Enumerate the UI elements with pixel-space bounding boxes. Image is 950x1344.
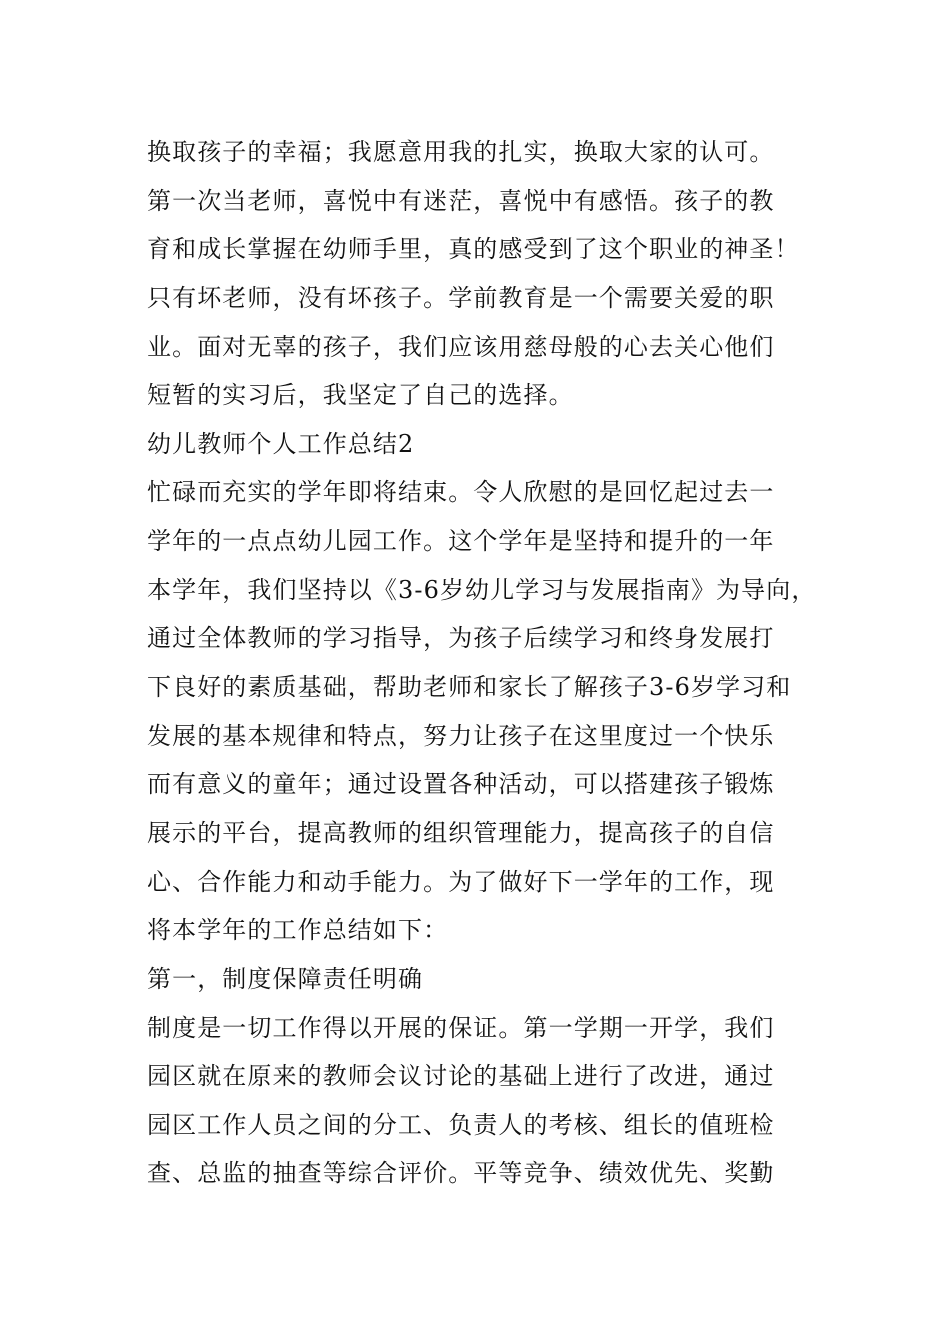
text-line: 短暂的实习后，我坚定了自己的选择。 (147, 381, 574, 410)
text-line: 发展的基本规律和特点，努力让孩子在这里度过一个快乐 (147, 721, 775, 750)
text-line: 换取孩子的幸福；我愿意用我的扎实，换取大家的认可。 (147, 138, 775, 166)
text-line: 园区工作人员之间的分工、负责人的考核、组长的值班检 (147, 1110, 775, 1139)
section-heading: 第一，制度保障责任明确 (147, 964, 424, 993)
text-line: 忙碌而充实的学年即将结束。令人欣慰的是回忆起过去一 (147, 478, 775, 507)
text-line: 将本学年的工作总结如下： (147, 916, 449, 945)
text-line: 第一次当老师，喜悦中有迷茫，喜悦中有感悟。孩子的教 (147, 186, 775, 215)
text-line: 业。面对无辜的孩子，我们应该用慈母般的心去关心他们 (147, 332, 775, 361)
text-line: 而有意义的童年；通过设置各种活动，可以搭建孩子锻炼 (147, 770, 775, 799)
text-line: 育和成长掌握在幼师手里，真的感受到了这个职业的神圣！ (147, 235, 800, 264)
text-line: 只有坏老师，没有坏孩子。学前教育是一个需要关爱的职 (147, 283, 775, 312)
text-line: 学年的一点点幼儿园工作。这个学年是坚持和提升的一年 (147, 527, 775, 556)
text-line: 下良好的素质基础，帮助老师和家长了解孩子3-6岁学习和 (147, 673, 792, 702)
text-line: 园区就在原来的教师会议讨论的基础上进行了改进，通过 (147, 1062, 775, 1091)
text-line: 制度是一切工作得以开展的保证。第一学期一开学，我们 (147, 1013, 775, 1042)
text-line: 心、合作能力和动手能力。为了做好下一学年的工作，现 (147, 867, 775, 896)
document-body (147, 128, 827, 1198)
section-heading: 幼儿教师个人工作总结2 (147, 429, 415, 458)
text-line: 本学年，我们坚持以《3-6岁幼儿学习与发展指南》为导向， (147, 575, 817, 604)
text-line: 查、总监的抽查等综合评价。平等竞争、绩效优先、奖勤 (147, 1159, 775, 1188)
text-line: 展示的平台，提高教师的组织管理能力，提高孩子的自信 (147, 818, 775, 847)
text-line: 通过全体教师的学习指导，为孩子后续学习和终身发展打 (147, 624, 775, 653)
